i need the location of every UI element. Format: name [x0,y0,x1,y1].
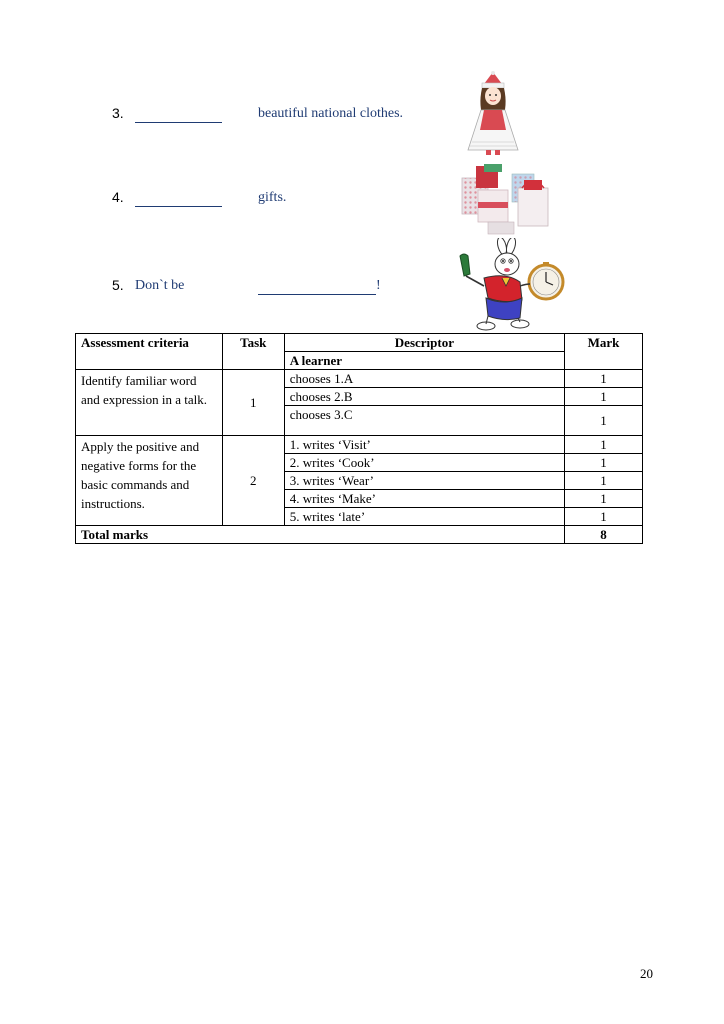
table-row [76,436,643,454]
mark-cell: 1 [565,454,643,472]
descriptor-cell: 2. writes ‘Cook’ [284,454,564,472]
header-task: Task [222,334,284,370]
mark-cell: 1 [565,370,643,388]
answer-blank[interactable] [135,122,222,123]
mark-cell: 1 [565,490,643,508]
answer-blank[interactable] [135,206,222,207]
descriptor-cell: 4. writes ‘Make’ [284,490,564,508]
answer-blank[interactable] [258,294,376,295]
exercise-number: 3. [112,105,124,121]
mark-cell: 1 [565,508,643,526]
gift-bags-image [458,160,552,236]
exercise-5 [0,277,724,301]
exercise-text: Don`t be [135,278,185,293]
descriptor-cell: 1. writes ‘Visit’ [284,436,564,454]
descriptor-cell: chooses 2.B [284,388,564,406]
table-total-row [76,526,643,544]
exercise-4 [0,189,724,213]
total-marks-value: 8 [565,526,643,544]
table-header-row [76,334,643,352]
page-number: 20 [640,966,653,981]
mark-cell: 1 [565,406,643,436]
exercise-text: beautiful national clothes. [258,106,404,121]
task-cell: 2 [222,436,284,526]
criteria-cell: Identify familiar word and expression in a talk. [76,370,223,436]
header-assessment-criteria: Assessment criteria [76,334,223,370]
criteria-cell: Apply the positive and negative forms for the basic commands and instructions. [76,436,223,526]
national-clothes-girl-image [462,70,524,156]
mark-cell: 1 [565,436,643,454]
descriptor-cell: chooses 3.C [284,406,564,436]
header-mark: Mark [565,334,643,370]
descriptor-cell: 5. writes ‘late’ [284,508,564,526]
exercise-text: gifts. [258,190,287,205]
task-cell: 1 [222,370,284,436]
subheader-a-learner: A learner [284,352,564,370]
white-rabbit-with-clock-image [454,238,566,332]
exercise-number: 5. [112,277,124,293]
exercise-number: 4. [112,189,124,205]
mark-cell: 1 [565,388,643,406]
exercise-end-mark: ! [376,278,381,293]
descriptor-cell: chooses 1.A [284,370,564,388]
header-descriptor: Descriptor [284,334,564,352]
mark-cell: 1 [565,472,643,490]
total-marks-label: Total marks [76,526,565,544]
descriptor-cell: 3. writes ‘Wear’ [284,472,564,490]
assessment-table [75,333,643,544]
table-row [76,370,643,388]
exercise-3 [0,105,724,129]
